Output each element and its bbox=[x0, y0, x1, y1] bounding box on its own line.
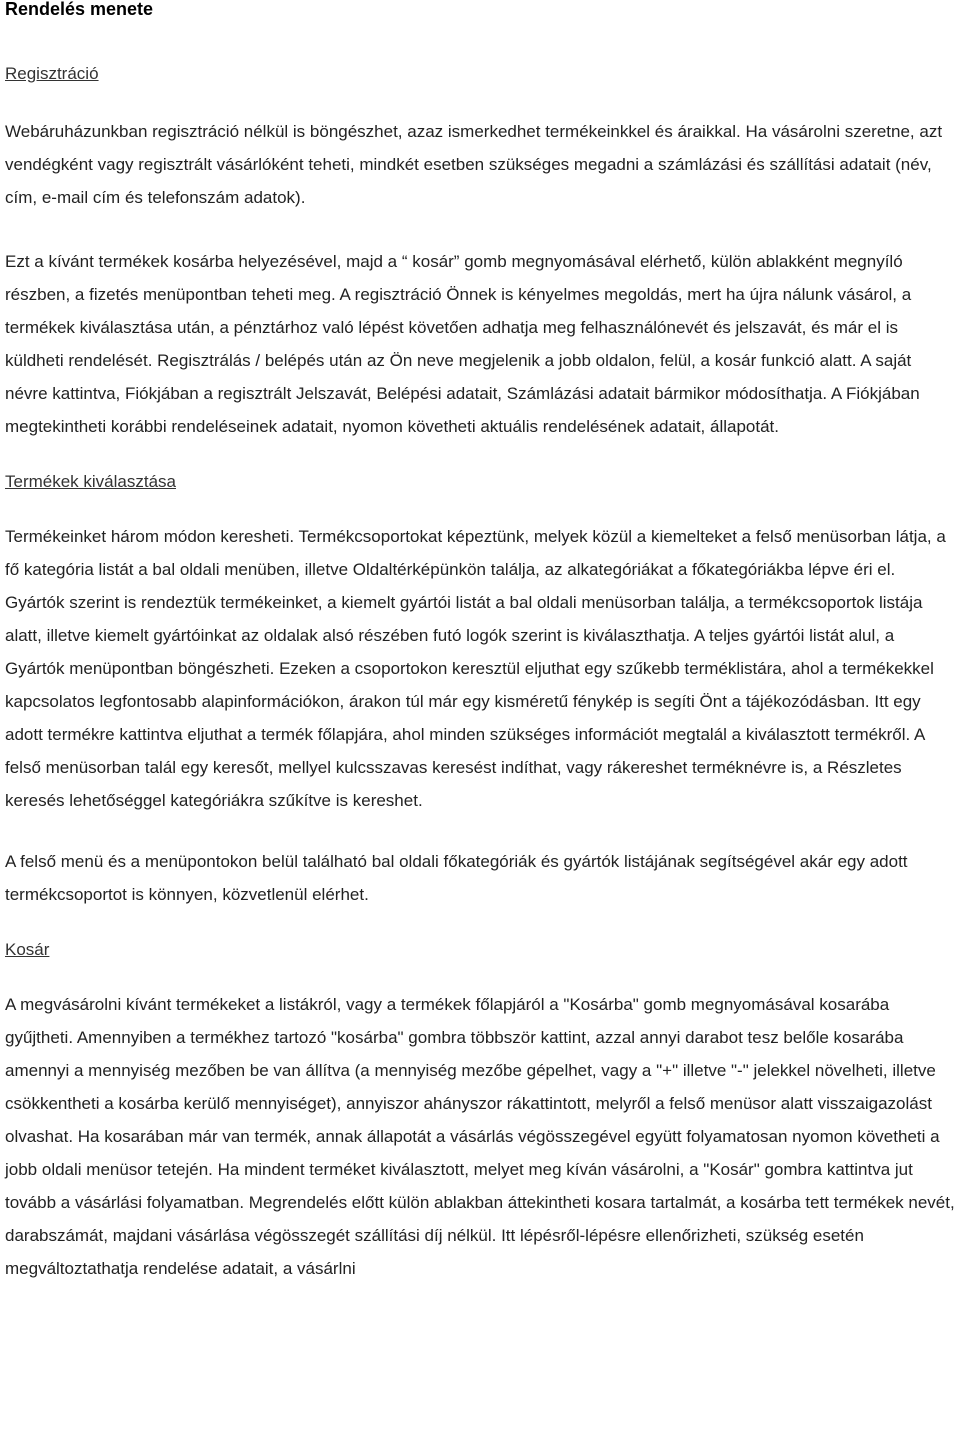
cart-paragraph-1: A megvásárolni kívánt termékeket a listákról, vagy a termékek főlapjáról a "Kosárba" gomb megnyomásával kosarába gyűjtheti. Amennyiben a termékhez tartozó "kosárba" gombra többször kattint, azzal annyi darabot tesz belőle kosarába amennyi a mennyiség mezőben be van állítva (a mennyiség mezőbe gépelhet, vagy a "+" illetve "-" jelekkel növelheti, illetve csökkentheti a kosárba kerülő mennyiséget), annyiszor ahányszor rákattintott, melyről a felső menüsor alatt visszaigazolást olvashat. Ha kosarában már van termék, annak állapotát a vásárlás végösszegével együtt folyamatosan nyomon követheti a jobb oldali menüsor tetején. Ha mindent terméket kiválasztott, melyet meg kíván vásárolni, a "Kosár" gombra kattintva jut tovább a vásárlási folyamatban. Megrendelés előtt külön ablakban áttekintheti kosara tartalmát, a kosárba tett termékek nevét, darabszámát, majdani vásárlása végösszegét szállítási díj nélkül. Itt lépésről-lépésre ellenőrizheti, szükség esetén megváltoztathatja rendelése adatait, a vásárlni bbox=[5, 995, 955, 1278]
products-paragraph-2: A felső menü és a menüpontokon belül található bal oldali főkategóriák és gyártók listájának segítségével akár egy adott termékcsoportot is könnyen, közvetlenül elérhet. bbox=[5, 852, 908, 904]
page-title: Rendelés menete bbox=[5, 0, 154, 19]
section-link-cart[interactable]: Kosár bbox=[5, 940, 50, 959]
registration-paragraph-1: Webáruházunkban regisztráció nélkül is böngészhet, azaz ismerkedhet termékeinkkel és áraikkal. Ha vásárolni szeretne, azt vendégként vagy regisztrált vásárlóként teheti, mindkét esetben szükséges megadni a számlázási és szállítási adatait (név, cím, e-mail cím és telefonszám adatok). bbox=[5, 122, 943, 207]
section-link-products[interactable]: Termékek kiválasztása bbox=[5, 472, 177, 491]
products-paragraph-1: Termékeinket három módon keresheti. Termékcsoportokat képeztünk, melyek közül a kiemelteket a felső menüsorban látja, a fő kategória listát a bal oldali menüben, illetve Oldaltérképünkön találja, az alkategóriákat a főkategóriákba lépve éri el. Gyártók szerint is rendeztük termékeinket, a kiemelt gyártói listát a bal oldali menüsorban találja, a termékcsoportok listája alatt, illetve kiemelt gyártóinkat az oldalak alsó részében futó logók szerint is kiválaszthatja. A teljes gyártói listát alul, a Gyártók menüpontban böngészheti. Ezeken a csoportokon keresztül eljuthat egy szűkebb terméklistára, ahol a termékekkel kapcsolatos legfontosabb alapinformációkon, árakon túl már egy kisméretű fénykép is segíti Önt a tájékozódásban. Itt egy adott termékre kattintva eljuthat a termék főlapjára, ahol minden szükséges információt megtalál a kiválasztott termékről. A felső menüsorban talál egy keresőt, mellyel kulcsszavas keresést indíthat, vagy rákereshet terméknévre is, a Részletes keresés lehetőséggel kategóriákra szűkítve is kereshet. bbox=[5, 527, 946, 810]
registration-paragraph-2: Ezt a kívánt termékek kosárba helyezésével, majd a “ kosár” gomb megnyomásával elérhető, külön ablakként megnyíló részben, a fizetés menüpontban teheti meg. A regisztráció Önnek is kényelmes megoldás, mert ha újra nálunk vásárol, a termékek kiválasztása után, a pénztárhoz való lépést követően adhatja meg felhasználónevét és jelszavát, és már el is küldheti rendelését. Regisztrálás / belépés után az Ön neve megjelenik a jobb oldalon, felül, a kosár funkció alatt. A saját névre kattintva, Fiókjában a regisztrált Jelszavát, Belépési adatait, Számlázási adatait bármikor módosíthatja. A Fiókjában megtekintheti korábbi rendeléseinek adatait, nyomon követheti aktuális rendelésének adatait, állapotát. bbox=[5, 252, 920, 436]
section-link-registration[interactable]: Regisztráció bbox=[5, 64, 99, 83]
document-body bbox=[5, 0, 955, 1285]
